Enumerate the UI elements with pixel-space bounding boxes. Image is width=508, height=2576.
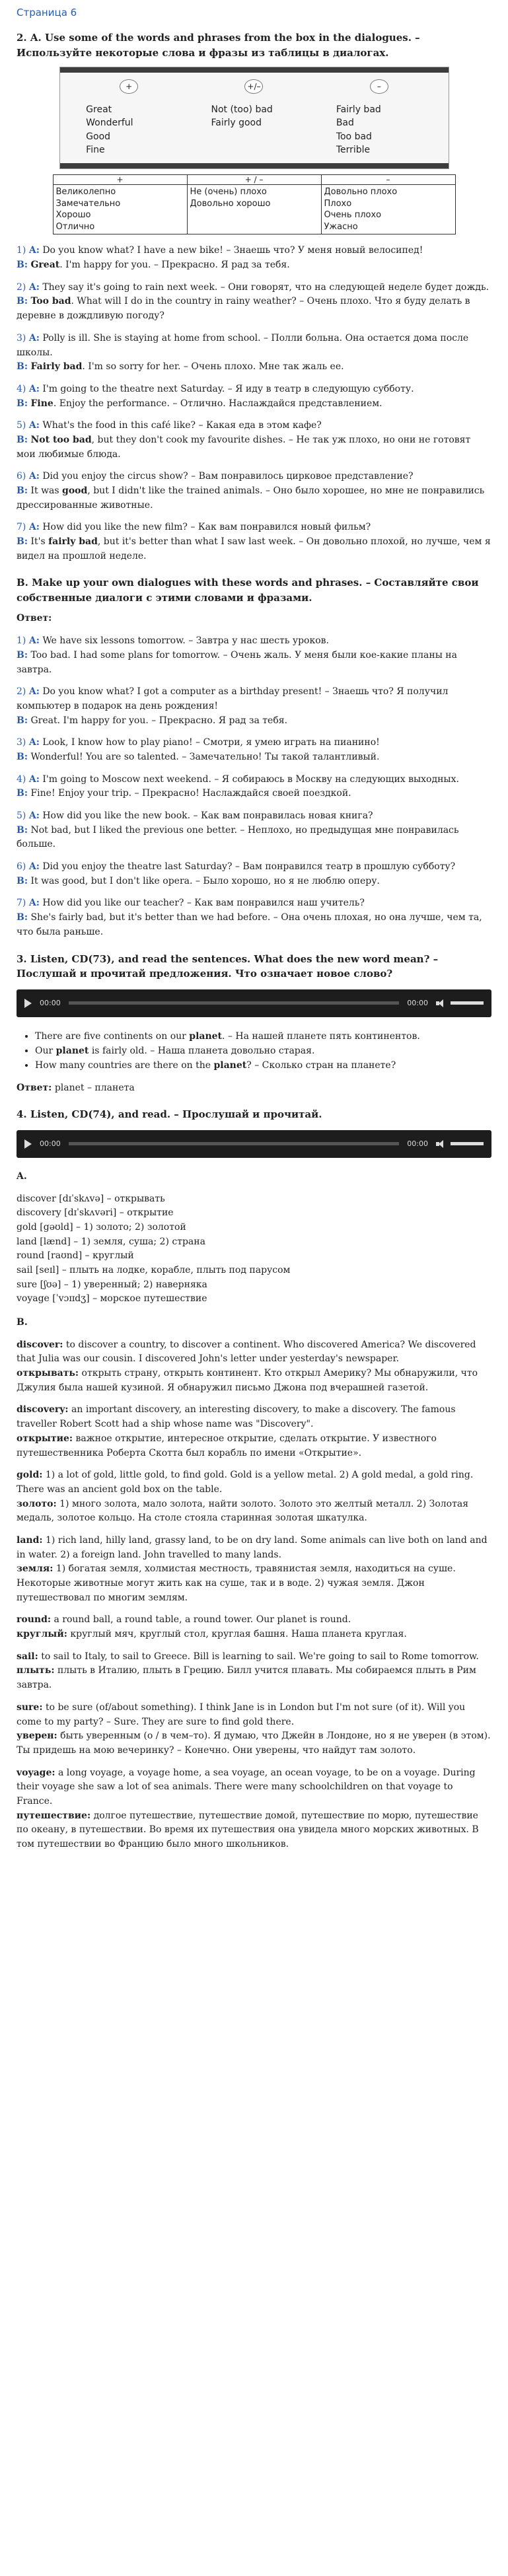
speaker-a-line: I'm going to Moscow next weekend. – Я собираюсь в Москву на следующих выходных. bbox=[42, 773, 459, 785]
answer-word: fairly bad bbox=[48, 536, 98, 548]
vocab-item: land [lænd] – 1) земля, суша; 2) страна bbox=[17, 1236, 205, 1247]
dialogue-number: 6) bbox=[17, 471, 26, 482]
table-cell bbox=[187, 185, 321, 234]
entry-russian: долгое путешествие, путешествие домой, путешествие по морю, путешествие по океану, в путешествии. Во время их путешествия она увидела много морских животных. В том путешествии во Францию было много школьников. bbox=[17, 1810, 479, 1850]
answer-word: Fine bbox=[30, 398, 54, 409]
entry-word-ru: земля: bbox=[17, 1563, 54, 1575]
answer-word: good bbox=[62, 485, 88, 496]
speaker-a-line: Do you know what? I got a computer as a birthday present! – Знаешь что? Я получил компьютер в подарок на день рождения! bbox=[17, 686, 449, 711]
speaker-a-line: How did you like our teacher? – Как вам понравился наш учитель? bbox=[42, 898, 365, 909]
audio-duration: 00:00 bbox=[407, 999, 428, 1007]
page-link[interactable]: Страница 6 bbox=[17, 7, 77, 18]
speaker-a-line: We have six lessons tomorrow. – Завтра у нас шесть уроков. bbox=[42, 635, 329, 647]
task2-dialogues bbox=[17, 244, 491, 563]
vocab-entry bbox=[17, 1403, 491, 1460]
translation-table bbox=[53, 174, 456, 234]
vocab-item: round [raʊnd] – круглый bbox=[17, 1250, 134, 1262]
speaker-b-line: . What will I do in the country in rainy weather? – Очень плохо. Что я буду делать в деревне в дождливую погоду? bbox=[17, 296, 470, 322]
vocab-entry bbox=[17, 1468, 491, 1526]
sentence-start: Our bbox=[35, 1045, 56, 1056]
table-cell bbox=[321, 185, 455, 234]
audio-progress-bar[interactable] bbox=[69, 1142, 400, 1145]
dialogue bbox=[17, 773, 491, 801]
speaker-b-label: B: bbox=[17, 296, 28, 307]
dialogue-number: 2) bbox=[17, 281, 26, 293]
speaker-b-line: . I'm happy for you. – Прекрасно. Я рад за тебя. bbox=[59, 260, 290, 271]
entry-word-ru: открывать: bbox=[17, 1368, 79, 1379]
task4-heading: 4. Listen, CD(74), and read. – Прослушай и прочитай. bbox=[17, 1108, 322, 1121]
entry-word: voyage: bbox=[17, 1767, 55, 1778]
list-item bbox=[35, 1029, 491, 1044]
audio-player-cd74[interactable] bbox=[17, 1130, 491, 1158]
box-word: Great bbox=[86, 104, 112, 115]
speaker-b-label: B: bbox=[17, 715, 28, 726]
dialogue bbox=[17, 382, 491, 411]
entry-english: to be sure (of/about something). I think Jane is in London but I'm not sure (of it). Will you come to my party? – Sure. They are sure to find gold there. bbox=[17, 1701, 466, 1727]
entry-word-ru: путешествие: bbox=[17, 1810, 91, 1821]
answer-text: planet – планета bbox=[54, 1082, 135, 1093]
speaker-b-line: , but they don't cook my favourite dishes. – Не так уж плохо, но они не готовят мои любимые блюда. bbox=[17, 434, 471, 460]
task3-heading: 3. Listen, CD(73), and read the sentences. What does the new word mean? – Послушай и прочитай предложения. Что означает новое слово? bbox=[17, 952, 439, 980]
speaker-b-line: . I'm so sorry for her. – Очень плохо. Мне так жаль ее. bbox=[82, 361, 344, 373]
entry-english: 1) a lot of gold, little gold, to find gold. Gold is a yellow metal. 2) A gold medal, a gold ring. There was an ancient gold box on the table. bbox=[17, 1470, 474, 1495]
speaker-b-label: B: bbox=[17, 788, 28, 799]
dialogue-number: 5) bbox=[17, 420, 26, 431]
audio-progress-bar[interactable] bbox=[69, 1001, 400, 1005]
speaker-b-label: B: bbox=[17, 485, 28, 496]
speaker-b-line: Great. I'm happy for you. – Прекрасно. Я рад за тебя. bbox=[30, 715, 288, 726]
table-word: Хорошо bbox=[55, 210, 91, 221]
entry-english: a long voyage, a voyage home, a sea voyage, an ocean voyage, to be on a voyage. During their voyage she saw a lot of sea animals. There were many schoolchildren on that voyage to France. bbox=[17, 1767, 476, 1807]
speaker-b-label: B: bbox=[17, 434, 28, 445]
speaker-a-line: How did you like the new book. – Как вам понравилась новая книга? bbox=[42, 810, 373, 821]
play-icon[interactable] bbox=[24, 999, 32, 1008]
box-bottom-border bbox=[60, 163, 449, 168]
dialogue bbox=[17, 281, 491, 324]
part-b-label: B. bbox=[17, 1317, 28, 1328]
entry-word: gold: bbox=[17, 1470, 43, 1481]
speaker-b-prefix: It was bbox=[30, 485, 63, 496]
dialogue bbox=[17, 332, 491, 375]
speaker-b-label: B: bbox=[17, 751, 28, 762]
table-word: Довольно плохо bbox=[324, 187, 398, 197]
speaker-b-label: B: bbox=[17, 260, 28, 271]
part-a-label: A. bbox=[17, 1170, 27, 1182]
speaker-a-label: A: bbox=[28, 773, 40, 785]
vocab-item: voyage [ˈvɔɪɪdʒ] – морское путешествие bbox=[17, 1293, 207, 1305]
table-word: Отлично bbox=[55, 221, 95, 232]
answer-label: Ответ: bbox=[17, 1082, 52, 1093]
speaker-a-line: How did you like the new film? – Как вам понравился новый фильм? bbox=[42, 522, 371, 533]
entry-english: to sail to Italy, to sail to Greece. Bill is learning to sail. We're going to sail to Rome tomorrow. bbox=[38, 1651, 479, 1662]
dialogue bbox=[17, 736, 491, 764]
answer-label: Ответ: bbox=[17, 613, 52, 624]
sentence-start: How many countries are there on the bbox=[35, 1060, 214, 1071]
speaker-a-label: A: bbox=[28, 281, 40, 293]
box-word: Fairly good bbox=[211, 118, 262, 129]
entry-word: land: bbox=[17, 1534, 43, 1546]
list-item bbox=[35, 1044, 491, 1058]
dialogue bbox=[17, 685, 491, 728]
box-col-positive bbox=[79, 79, 178, 157]
box-col-neutral bbox=[204, 79, 303, 157]
speaker-a-label: A: bbox=[28, 471, 40, 482]
sentence-end: . – На нашей планете пять континентов. bbox=[222, 1030, 420, 1042]
volume-icon[interactable] bbox=[436, 999, 445, 1007]
box-word: Fairly bad bbox=[336, 104, 381, 115]
speaker-a-label: A: bbox=[28, 737, 40, 748]
entry-english: 1) rich land, hilly land, grassy land, to be on dry land. Some animals can live both on land and in water. 2) a foreign land. John travelled to many lands. bbox=[17, 1534, 488, 1560]
entry-word-ru: плыть: bbox=[17, 1665, 55, 1676]
entry-word-ru: золото: bbox=[17, 1498, 57, 1509]
table-word: Великолепно bbox=[55, 187, 116, 197]
entry-russian: открыть страну, открыть континент. Кто открыл Америку? Мы обнаружили, что Джулия была нашей кузиной. Я обнаружил письмо Джона под вчерашней газетой. bbox=[17, 1368, 478, 1393]
table-word: Довольно хорошо bbox=[190, 198, 271, 209]
speaker-a-label: A: bbox=[28, 420, 40, 431]
sentence-end: is fairly old. – Наша планета довольно старая. bbox=[89, 1045, 315, 1056]
speaker-b-label: B: bbox=[17, 398, 28, 409]
speaker-b-label: B: bbox=[17, 536, 28, 548]
new-word: planet bbox=[189, 1030, 223, 1042]
speaker-a-label: A: bbox=[28, 635, 40, 647]
box-top-border bbox=[60, 67, 449, 73]
speaker-b-label: B: bbox=[17, 824, 28, 836]
entry-word-ru: открытие: bbox=[17, 1433, 73, 1444]
answer-word: Not too bad bbox=[30, 434, 92, 445]
vocab-item: sure [ʃʊə] – 1) уверенный; 2) наверняка bbox=[17, 1279, 207, 1290]
speaker-b-line: . Enjoy the performance. – Отлично. Наслаждайся представлением. bbox=[53, 398, 382, 409]
vocab-entry bbox=[17, 1534, 491, 1605]
table-header: – bbox=[321, 175, 455, 185]
dialogue bbox=[17, 520, 491, 563]
vocab-entry bbox=[17, 1338, 491, 1396]
speaker-b-line: Fine! Enjoy your trip. – Прекрасно! Наслаждайся своей поездкой. bbox=[30, 788, 351, 799]
speaker-b-line: Not bad, but I liked the previous one better. – Неплохо, но предыдущая мне понравилась больше. bbox=[17, 824, 459, 850]
speaker-b-label: B: bbox=[17, 912, 28, 923]
entry-russian: 1) богатая земля, холмистая местность, травянистая земля, находиться на суше. Некоторые животные могут жить как на суше, так и в воде. 2) чужая земля. Джон путешествовал по многим землям. bbox=[17, 1563, 456, 1603]
dialogue bbox=[17, 896, 491, 939]
entry-russian: плыть в Италию, плыть в Грецию. Билл учится плавать. Мы собираемся плыть в Рим завтра. bbox=[17, 1665, 476, 1691]
plus-minus-icon: +/– bbox=[244, 79, 263, 94]
speaker-b-label: B: bbox=[17, 649, 28, 661]
speaker-a-line: Polly is ill. She is staying at home from school. – Полли больна. Она остается дома после школы. bbox=[17, 332, 469, 358]
dialogue bbox=[17, 860, 491, 888]
speaker-a-line: They say it's going to rain next week. – Они говорят, что на следующей неделе будет дождь. bbox=[42, 281, 490, 293]
vocab-item: discovery [dɪˈskʌvəri] – открытие bbox=[17, 1207, 174, 1219]
speaker-a-label: A: bbox=[28, 861, 40, 873]
table-cell bbox=[53, 185, 187, 234]
table-word: Не (очень) плохо bbox=[190, 187, 267, 197]
entry-word: discover: bbox=[17, 1339, 63, 1350]
entry-russian: быть уверенным (о / в чем–то). Я думаю, что Джейн в Лондоне, но я не уверен (в этом). Ты придешь на мою вечеринку? – Конечно. Они уверены, что найдут там золото. bbox=[17, 1731, 491, 1756]
box-word: Good bbox=[86, 131, 111, 142]
table-word: Ужасно bbox=[324, 221, 358, 232]
table-word: Замечательно bbox=[55, 198, 121, 209]
taskB-heading: B. Make up your own dialogues with these words and phrases. – Составляйте свои собственные диалоги с этими словами и фразами. bbox=[17, 577, 479, 604]
entry-word: round: bbox=[17, 1614, 52, 1626]
vocab-item: gold [gəʊld] – 1) золото; 2) золотой bbox=[17, 1221, 186, 1233]
dialogue bbox=[17, 244, 491, 272]
vocab-item: discover [dɪˈskʌvə] – открывать bbox=[17, 1193, 165, 1204]
task3-answer bbox=[17, 1081, 491, 1096]
speaker-b-prefix: It's bbox=[30, 536, 49, 548]
box-word: Fine bbox=[86, 144, 105, 155]
vocab-list bbox=[17, 1192, 491, 1307]
new-word: planet bbox=[55, 1045, 89, 1056]
speaker-a-label: A: bbox=[28, 522, 40, 533]
entry-russian: важное открытие, интересное открытие, сделать открытие. У известного путешественника Роберта Скотта был корабль по имени «Открытие». bbox=[17, 1433, 437, 1458]
vocab-entries bbox=[17, 1338, 491, 1852]
dialogue bbox=[17, 634, 491, 677]
table-word: Очень плохо bbox=[324, 210, 382, 221]
minus-icon: – bbox=[370, 79, 388, 94]
vocab-item: sail [seɪl] – плыть на лодке, корабле, плыть под парусом bbox=[17, 1264, 291, 1275]
dialogue bbox=[17, 809, 491, 852]
phrase-box-image bbox=[59, 67, 449, 169]
dialogue-number: 7) bbox=[17, 898, 26, 909]
table-header: + bbox=[53, 175, 187, 185]
answer-word: Too bad bbox=[30, 296, 71, 307]
dialogue-number: 1) bbox=[17, 245, 26, 256]
dialogue-number: 4) bbox=[17, 383, 26, 394]
box-word: Terrible bbox=[336, 144, 371, 155]
speaker-b-line: She's fairly bad, but it's better than we had before. – Она очень плохая, но она лучше, чем та, что была раньше. bbox=[17, 912, 482, 937]
play-icon[interactable] bbox=[24, 1139, 32, 1149]
taskB-dialogues bbox=[17, 634, 491, 939]
task2-heading: 2. A. Use some of the words and phrases from the box in the dialogues. – Используйте некоторые слова и фразы из таблицы в диалогах. bbox=[17, 32, 420, 59]
answer-word: Fairly bad bbox=[30, 361, 83, 373]
audio-current-time: 00:00 bbox=[40, 999, 61, 1007]
speaker-a-line: What's the food in this café like? – Какая еда в этом кафе? bbox=[42, 420, 322, 431]
table-header: + / – bbox=[187, 175, 321, 185]
dialogue-number: 3) bbox=[17, 737, 26, 748]
audio-current-time: 00:00 bbox=[40, 1139, 61, 1149]
speaker-a-label: A: bbox=[28, 383, 40, 394]
speaker-b-line: Too bad. I had some plans for tomorrow. – Очень жаль. У меня были кое-какие планы на завтра. bbox=[17, 649, 457, 675]
entry-word: sure: bbox=[17, 1701, 43, 1713]
volume-icon[interactable] bbox=[436, 1140, 445, 1148]
entry-english: a round ball, a round table, a round tower. Our planet is round. bbox=[51, 1614, 351, 1626]
audio-player-cd73[interactable] bbox=[17, 989, 491, 1017]
task3-sentences bbox=[17, 1029, 491, 1073]
vocab-entry bbox=[17, 1650, 491, 1693]
speaker-a-label: A: bbox=[28, 332, 40, 343]
box-word: Bad bbox=[336, 118, 354, 129]
entry-word-ru: уверен: bbox=[17, 1731, 57, 1742]
sentence-start: There are five continents on our bbox=[35, 1030, 190, 1042]
entry-russian: 1) много золота, мало золота, найти золото. Золото это желтый металл. 2) Золотая медаль, золотое кольцо. На столе стояла старинная золотая шкатулка. bbox=[17, 1498, 469, 1524]
speaker-a-line: Do you know what? I have a new bike! – Знаешь что? У меня новый велосипед! bbox=[42, 245, 423, 256]
entry-english: an important discovery, an interesting discovery, to make a discovery. The famous traveller Robert Scott had a ship whose name was "Discovery". bbox=[17, 1404, 456, 1430]
new-word: planet bbox=[213, 1060, 247, 1071]
box-word: Wonderful bbox=[86, 118, 133, 129]
speaker-a-label: A: bbox=[28, 810, 40, 821]
list-item bbox=[35, 1058, 491, 1073]
box-word: Too bad bbox=[336, 131, 372, 142]
dialogue-number: 6) bbox=[17, 861, 26, 873]
speaker-b-line: It was good, but I don't like opera. – Было хорошо, но я не люблю оперу. bbox=[30, 875, 380, 886]
speaker-a-label: A: bbox=[28, 898, 40, 909]
speaker-a-line: Look, I know how to play piano! – Смотри, я умею играть на пианино! bbox=[42, 737, 380, 748]
vocab-entry bbox=[17, 1766, 491, 1852]
entry-word: sail: bbox=[17, 1651, 38, 1662]
speaker-a-label: A: bbox=[28, 245, 40, 256]
speaker-b-line: , but I didn't like the trained animals. – Оно было хорошее, но мне не понравились дрессированные животные. bbox=[17, 485, 485, 511]
audio-duration: 00:00 bbox=[407, 1139, 428, 1149]
dialogue-number: 5) bbox=[17, 810, 26, 821]
table-word: Плохо bbox=[324, 198, 352, 209]
entry-word: discovery: bbox=[17, 1404, 69, 1415]
volume-slider[interactable] bbox=[451, 1001, 484, 1005]
sentence-end: ? – Сколько стран на планете? bbox=[246, 1060, 396, 1071]
box-word: Not (too) bad bbox=[211, 104, 273, 115]
box-col-negative bbox=[330, 79, 429, 157]
entry-russian: круглый мяч, круглый стол, круглая башня. Наша планета круглая. bbox=[67, 1629, 407, 1640]
dialogue bbox=[17, 419, 491, 462]
speaker-a-line: Did you enjoy the circus show? – Вам понравилось цирковое представление? bbox=[42, 471, 414, 482]
speaker-b-label: B: bbox=[17, 361, 28, 373]
plus-icon: + bbox=[120, 79, 138, 94]
speaker-a-line: I'm going to the theatre next Saturday. – Я иду в театр в следующую субботу. bbox=[42, 383, 414, 394]
dialogue-number: 7) bbox=[17, 522, 26, 533]
volume-slider[interactable] bbox=[451, 1142, 484, 1145]
dialogue-number: 3) bbox=[17, 332, 26, 343]
entry-word-ru: круглый: bbox=[17, 1629, 67, 1640]
dialogue-number: 4) bbox=[17, 773, 26, 785]
entry-english: to discover a country, to discover a continent. Who discovered America? We discovered that Julia was our cousin. I discovered John's letter under yesterday's newspaper. bbox=[17, 1339, 476, 1365]
speaker-b-label: B: bbox=[17, 875, 28, 886]
dialogue bbox=[17, 470, 491, 513]
vocab-entry bbox=[17, 1701, 491, 1758]
dialogue-number: 1) bbox=[17, 635, 26, 647]
answer-word: Great bbox=[30, 260, 60, 271]
speaker-a-line: Did you enjoy the theatre last Saturday? – Вам понравился театр в прошлую субботу? bbox=[42, 861, 456, 873]
dialogue-number: 2) bbox=[17, 686, 26, 698]
speaker-b-line: , but it's better than what I saw last week. – Он довольно плохой, но лучше, чем я видел на прошлой неделе. bbox=[17, 536, 491, 561]
vocab-entry bbox=[17, 1613, 491, 1641]
speaker-a-label: A: bbox=[28, 686, 40, 698]
speaker-b-line: Wonderful! You are so talented. – Замечательно! Ты такой талантливый. bbox=[30, 751, 380, 762]
